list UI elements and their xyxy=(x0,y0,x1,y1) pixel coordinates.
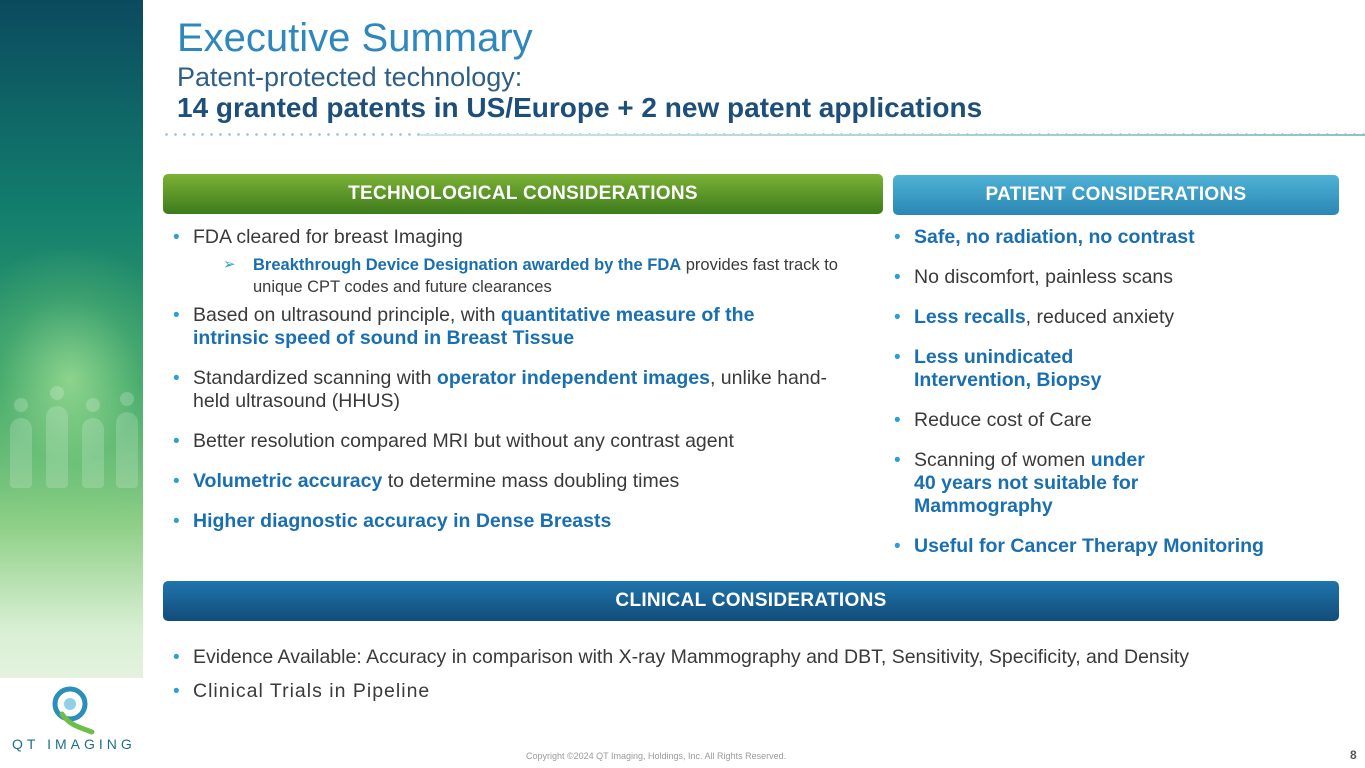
company-logo xyxy=(0,678,143,768)
list-item: • FDA cleared for breast Imaging xyxy=(173,226,873,249)
list-item: • Based on ultrasound principle, with quantitative measure of the intrinsic speed of sound in Breast Tissue xyxy=(173,304,813,350)
subtitle-line1: Patent-protected technology: xyxy=(177,62,523,92)
page-number: 8 xyxy=(1350,748,1357,762)
subtitle-line2: 14 granted patents in US/Europe + 2 new patent applications xyxy=(177,92,983,123)
technological-list xyxy=(173,226,873,533)
patient-header: PATIENT CONSIDERATIONS xyxy=(893,175,1339,215)
list-item: • Clinical Trials in Pipeline xyxy=(173,680,1353,703)
list-item: • Less recalls, reduced anxiety xyxy=(894,306,1334,329)
divider-line xyxy=(420,134,1365,136)
silhouette-head xyxy=(50,386,64,400)
list-item: • Standardized scanning with operator independent images, unlike hand-held ultrasound (HHUS) xyxy=(173,367,833,413)
silhouette xyxy=(46,406,68,488)
list-item: • Evidence Available: Accuracy in comparison with X-ray Mammography and DBT, Sensitivity, Specificity, and Density xyxy=(173,646,1353,669)
logo-text: QT IMAGING xyxy=(12,736,136,752)
qt-logo-icon xyxy=(48,684,96,736)
patient-list xyxy=(894,226,1334,558)
clinical-header: CLINICAL CONSIDERATIONS xyxy=(163,581,1339,621)
page-title: Executive Summary xyxy=(177,16,533,60)
list-item: • Better resolution compared MRI but without any contrast agent xyxy=(173,430,873,453)
side-decor-panel xyxy=(0,0,143,768)
silhouette-head xyxy=(120,392,134,406)
list-item: • Higher diagnostic accuracy in Dense Breasts xyxy=(173,510,873,533)
silhouette xyxy=(116,412,138,488)
clinical-list xyxy=(173,646,1353,703)
list-item: • No discomfort, painless scans xyxy=(894,266,1334,289)
silhouette xyxy=(10,418,32,488)
list-item: • Scanning of women under 40 years not suitable for Mammography xyxy=(894,449,1334,518)
list-item: • Safe, no radiation, no contrast xyxy=(894,226,1334,249)
silhouette-head xyxy=(14,398,28,412)
copyright: Copyright ©2024 QT Imaging, Holdings, Inc. All Rights Reserved. xyxy=(526,751,787,761)
list-item: • Useful for Cancer Therapy Monitoring xyxy=(894,535,1334,558)
technological-header: TECHNOLOGICAL CONSIDERATIONS xyxy=(163,174,883,214)
sub-list-item: ➢ Breakthrough Device Designation awarded by the FDA provides fast track to unique CPT codes and future clearances xyxy=(173,254,873,298)
list-item: • Reduce cost of Care xyxy=(894,409,1334,432)
silhouette-head xyxy=(86,398,100,412)
list-item: • Less unindicated Intervention, Biopsy xyxy=(894,346,1334,392)
silhouette xyxy=(82,418,104,488)
list-item: • Volumetric accuracy to determine mass doubling times xyxy=(173,470,873,493)
